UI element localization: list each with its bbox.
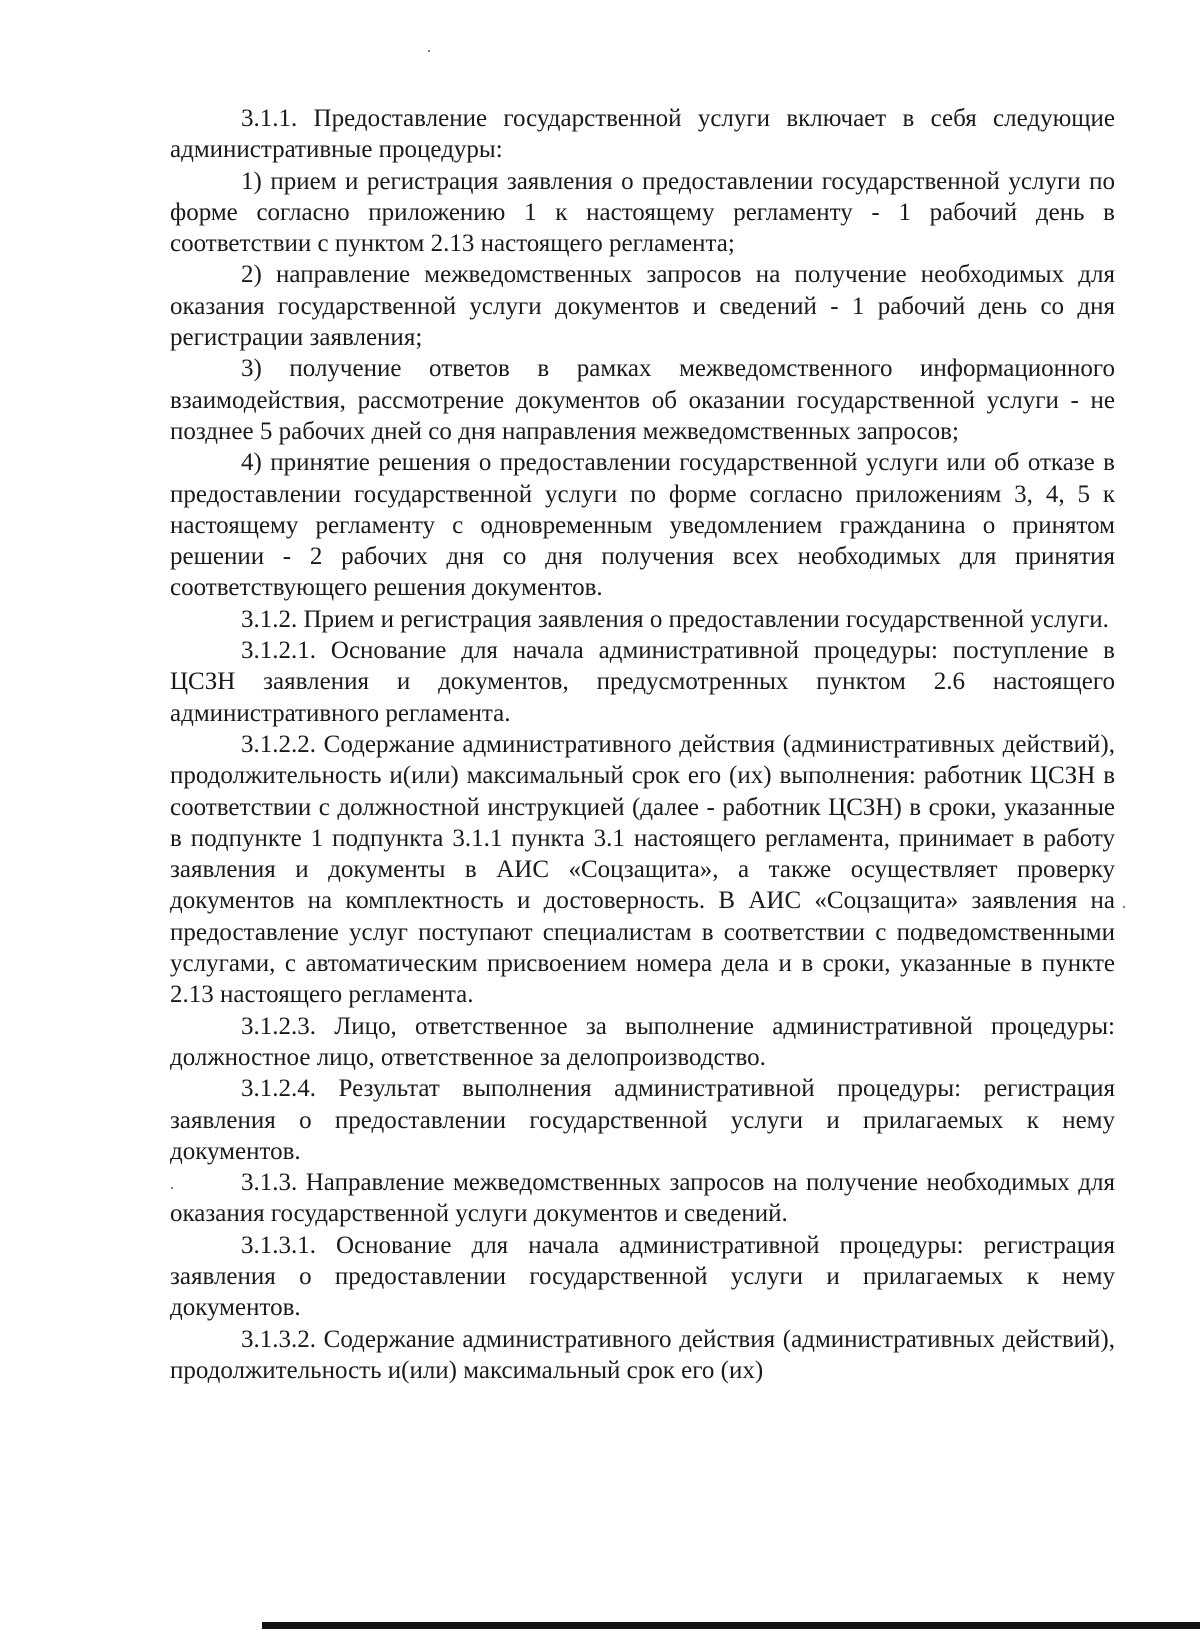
list-item-3: 3) получение ответов в рамках межведомственного информационного взаимодействия, рассмотрение документов об оказании государственной услуги - не позднее 5 рабочих дней со дня направления межведомственных запросов; <box>170 355 1115 445</box>
paragraph-3-1-2-2: 3.1.2.2. Содержание административного действия (административных действий), продолжительность и(или) максимальный срок его (их) выполнения: работник ЦСЗН в соответствии с должностной инструкцией (далее - работник ЦСЗН) в сроки, указанные в подпункте 1 подпункта 3.1.1 пункта 3.1 настоящего регламента, принимает в работу заявления и документы в АИС «Соцзащита», а также осуществляет проверку документов на комплектность и достоверность. В АИС «Соцзащита» заявления на предоставление услуг поступают специалистам в соответствии с подведомственными услугами, с автоматическим присвоением номера дела и в сроки, указанные в пункте 2.13 настоящего регламента. <box>170 730 1115 1009</box>
paragraph-3-1-2-3: 3.1.2.3. Лицо, ответственное за выполнение административной процедуры: должностное лицо, ответственное за делопроизводство. <box>170 1012 1115 1071</box>
list-item-1: 1) прием и регистрация заявления о предоставлении государственной услуги по форме согласно приложению 1 к настоящему регламенту - 1 рабочий день в соответствии с пунктом 2.13 настоящего регламента; <box>170 167 1115 258</box>
paragraph-3-1-2-1: 3.1.2.1. Основание для начала административной процедуры: поступление в ЦСЗН заявления и документов, предусмотренных пунктом 2.6 настоящего административного регламента. <box>170 637 1115 727</box>
scan-speck <box>428 50 430 52</box>
list-item-2: 2) направление межведомственных запросов на получение необходимых для оказания государственной услуги документов и сведений - 1 рабочий день со дня регистрации заявления; <box>170 261 1115 352</box>
paragraph-3-1-1: 3.1.1. Предоставление государственной услуги включает в себя следующие административные процедуры: <box>170 105 1115 164</box>
scan-speck <box>1123 906 1125 908</box>
scan-edge-line <box>262 1622 1200 1629</box>
paragraph-3-1-3-1: 3.1.3.1. Основание для начала административной процедуры: регистрация заявления о предоставлении государственной услуги и прилагаемых к нему документов. <box>170 1231 1115 1322</box>
paragraph-3-1-2-4: 3.1.2.4. Результат выполнения административной процедуры: регистрация заявления о предоставлении государственной услуги и прилагаемых к нему документов. <box>170 1075 1115 1165</box>
list-item-4: 4) принятие решения о предоставлении государственной услуги или об отказе в предоставлении государственной услуги по форме согласно приложениям 3, 4, 5 к настоящему регламенту с одновременным уведомлением гражданина о принятом решении - 2 рабочих дня со дня получения всех необходимых для принятия соответствующего решения документов. <box>170 449 1115 602</box>
paragraph-3-1-2: 3.1.2. Прием и регистрация заявления о предоставлении государственной услуги. <box>241 605 1109 633</box>
paragraph-3-1-3-2: 3.1.3.2. Содержание административного действия (административных действий), продолжительность и(или) максимальный срок его (их) <box>170 1325 1115 1384</box>
paragraph-3-1-3: 3.1.3. Направление межведомственных запросов на получение необходимых для оказания государственной услуги документов и сведений. <box>170 1169 1115 1228</box>
document-body <box>170 103 1115 1386</box>
